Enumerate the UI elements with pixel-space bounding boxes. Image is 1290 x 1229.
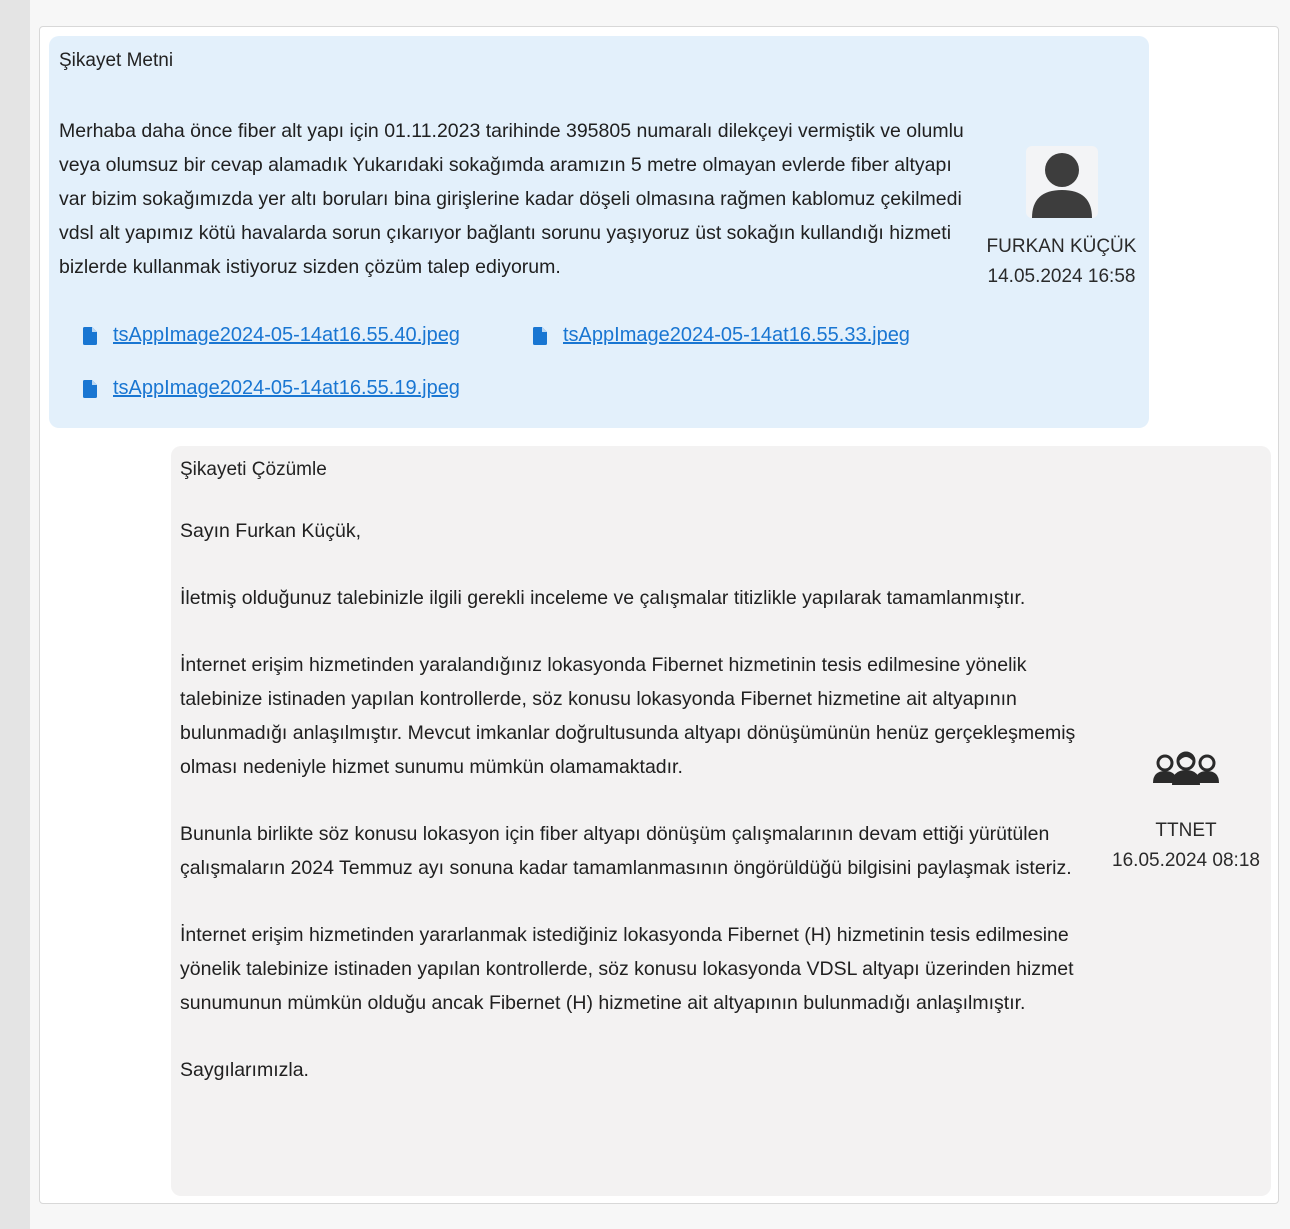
user-avatar-icon xyxy=(1030,150,1094,218)
author-date: 14.05.2024 16:58 xyxy=(987,266,1136,287)
reply-paragraph: İnternet erişim hizmetinden yaralandığınız lokasyonda Fibernet hizmetinin tesis edilmesine yönelik talebinize istinaden yapılan kontrollerde, söz konusu lokasyonda Fibernet hizmetine ait altyapının bulunmadığı anlaşılmıştır. Mevcut imkanlar doğrultusunda altyapı dönüşümünün henüz gerçekleşmemiş olması nedeniyle hizmet sunumu mümkün olamamaktadır. xyxy=(180,654,1076,778)
reply-message xyxy=(171,446,1271,1196)
complaint-author xyxy=(974,146,1149,292)
file-icon xyxy=(83,327,97,345)
reply-author xyxy=(1101,746,1271,876)
author-date: 16.05.2024 08:18 xyxy=(1112,850,1260,871)
complaint-message xyxy=(49,36,1149,428)
attachment-item xyxy=(83,377,460,400)
reply-paragraph: Sayın Furkan Küçük, xyxy=(180,520,362,542)
complaint-title: Şikayet Metni xyxy=(59,50,174,71)
reply-paragraph: İletmiş olduğunuz talebinizle ilgili gerekli inceleme ve çalışmalar titizlikle yapılarak tamamlanmıştır. xyxy=(180,587,1026,609)
avatar xyxy=(1026,146,1098,218)
file-icon xyxy=(533,327,547,345)
reply-paragraph: Saygılarımızla. xyxy=(180,1059,309,1081)
file-icon xyxy=(83,380,97,398)
reply-body xyxy=(180,514,1100,1120)
attachment-link[interactable]: tsAppImage2024-05-14at16.55.40.jpeg xyxy=(113,324,460,346)
author-name: TTNET xyxy=(1155,820,1217,841)
attachment-item xyxy=(533,324,910,347)
left-gutter xyxy=(0,0,30,1229)
complaint-thread-card xyxy=(39,26,1279,1204)
attachment-link[interactable]: tsAppImage2024-05-14at16.55.19.jpeg xyxy=(113,377,460,399)
support-team-icon xyxy=(1152,751,1220,785)
attachment-link[interactable]: tsAppImage2024-05-14at16.55.33.jpeg xyxy=(563,324,910,346)
reply-paragraph: İnternet erişim hizmetinden yararlanmak istediğiniz lokasyonda Fibernet (H) hizmetinin tesis edilmesine yönelik talebinize istinaden yapılan kontrollerde, söz konusu lokasyonda VDSL altyapı üzerinden hizmet sunumunun mümkün olduğu ancak Fibernet (H) hizmetine ait altyapının bulunmadığı anlaşılmıştır. xyxy=(180,924,1074,1014)
complaint-body: Merhaba daha önce fiber alt yapı için 01.11.2023 tarihinde 395805 numaralı dilekçeyi vermiştik ve olumlu veya olumsuz bir cevap alamadık Yukarıdaki sokağımda aramızın 5 metre olmayan evlerde fiber altyapı var bizim sokağımızda yer altı boruları bina girişlerine kadar döşeli olmasına rağmen kablomuz çekilmedi vdsl alt yapımız kötü havalarda sorun çıkarıyor bağlantı sorunu yaşıyoruz üst sokağın kullandığı hizmeti bizlerde kullanmak istiyoruz sizden çözüm talep ediyorum. xyxy=(59,120,964,278)
attachment-item xyxy=(83,324,460,347)
reply-paragraph: Bununla birlikte söz konusu lokasyon için fiber altyapı dönüşüm çalışmalarının devam ettiği yürütülen çalışmaların 2024 Temmuz ayı sonuna kadar tamamlanmasının öngörüldüğü bilgisini paylaşmak isteriz. xyxy=(180,823,1072,879)
reply-title: Şikayeti Çözümle xyxy=(180,459,327,480)
author-name: FURKAN KÜÇÜK xyxy=(986,236,1137,257)
team-icon-wrap xyxy=(1101,746,1271,790)
